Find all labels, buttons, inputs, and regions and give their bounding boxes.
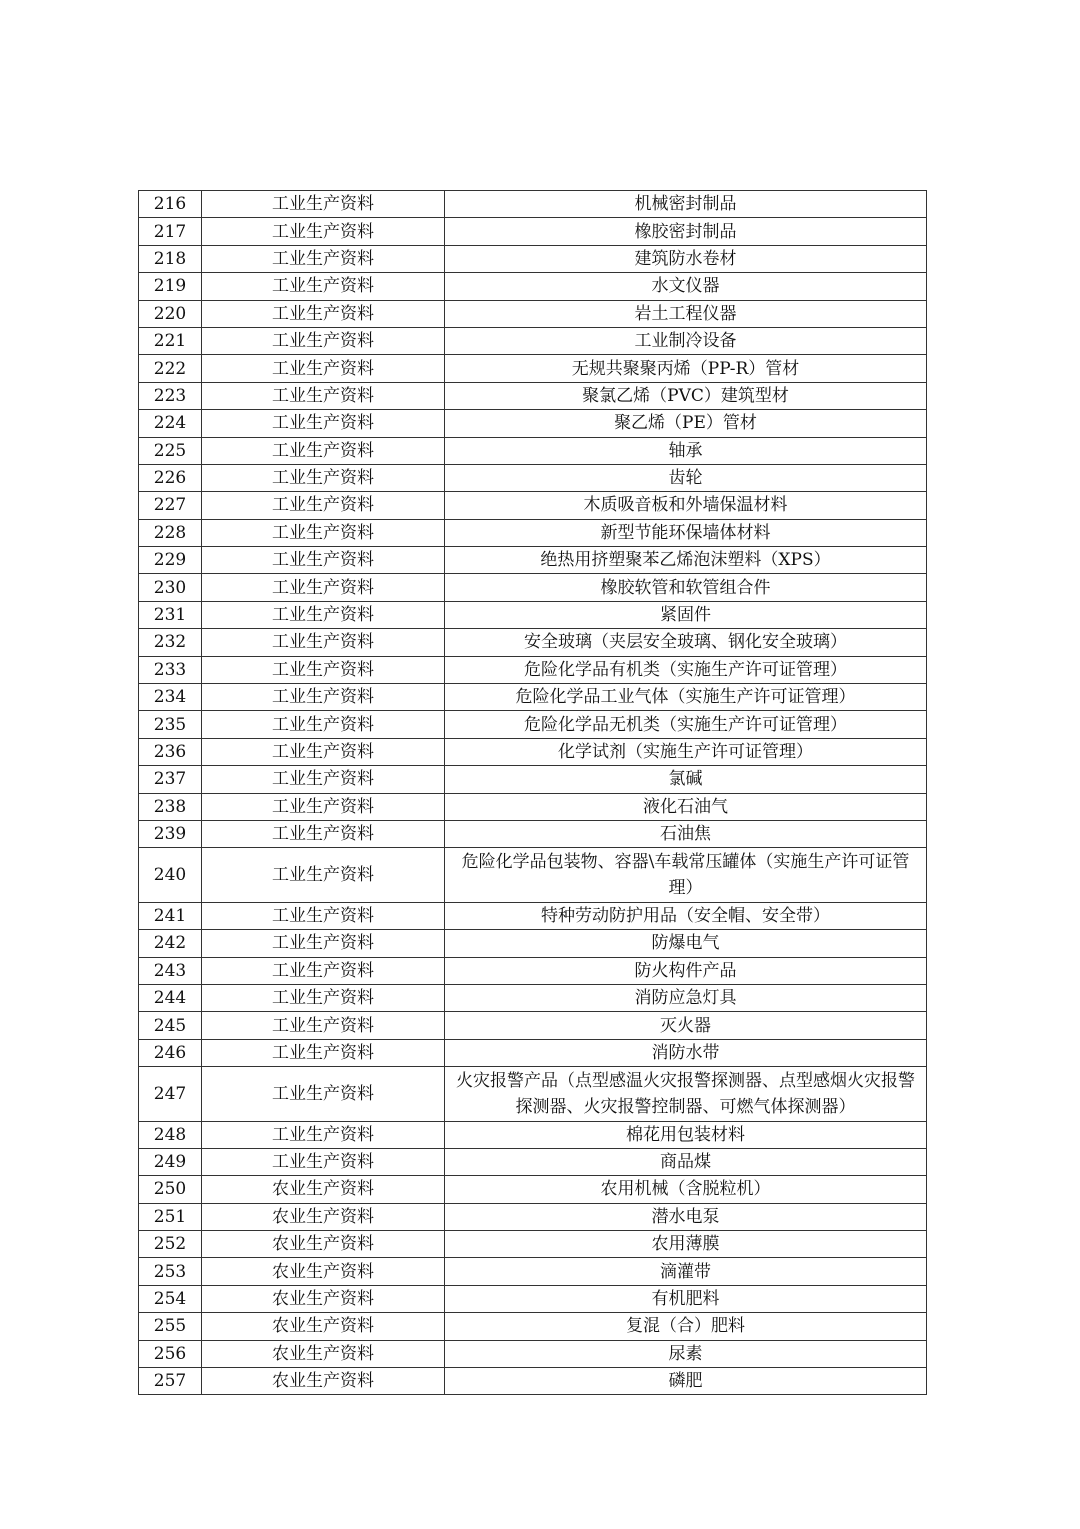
row-number-cell: 216 [139, 191, 202, 218]
product-name-cell: 消防水带 [445, 1039, 927, 1066]
category-cell: 工业生产资料 [202, 273, 445, 300]
product-name-cell: 齿轮 [445, 464, 927, 491]
row-number-cell: 240 [139, 848, 202, 902]
row-number-cell: 241 [139, 902, 202, 929]
table-row [139, 848, 927, 902]
row-number-cell: 229 [139, 547, 202, 574]
category-cell: 工业生产资料 [202, 1039, 445, 1066]
product-name-cell: 聚乙烯（PE）管材 [445, 410, 927, 437]
product-name-cell: 特种劳动防护用品（安全帽、安全带） [445, 902, 927, 929]
table-row [139, 218, 927, 245]
category-cell: 工业生产资料 [202, 410, 445, 437]
product-name-cell: 尿素 [445, 1340, 927, 1367]
product-name-cell: 棉花用包装材料 [445, 1121, 927, 1148]
product-name-cell: 木质吸音板和外墙保温材料 [445, 492, 927, 519]
row-number-cell: 251 [139, 1203, 202, 1230]
row-number-cell: 233 [139, 656, 202, 683]
category-cell: 农业生产资料 [202, 1176, 445, 1203]
category-cell: 农业生产资料 [202, 1340, 445, 1367]
category-cell: 工业生产资料 [202, 820, 445, 847]
category-cell: 工业生产资料 [202, 1012, 445, 1039]
category-cell: 农业生产资料 [202, 1368, 445, 1395]
row-number-cell: 247 [139, 1067, 202, 1121]
table-row [139, 410, 927, 437]
product-name-cell: 商品煤 [445, 1148, 927, 1175]
row-number-cell: 222 [139, 355, 202, 382]
table-row [139, 1285, 927, 1312]
row-number-cell: 223 [139, 382, 202, 409]
table-row [139, 1368, 927, 1395]
product-name-cell: 岩土工程仪器 [445, 300, 927, 327]
table-row [139, 1231, 927, 1258]
category-cell: 工业生产资料 [202, 1121, 445, 1148]
category-cell: 工业生产资料 [202, 793, 445, 820]
category-cell: 工业生产资料 [202, 1148, 445, 1175]
product-name-cell: 有机肥料 [445, 1285, 927, 1312]
table-row [139, 327, 927, 354]
row-number-cell: 227 [139, 492, 202, 519]
category-cell: 工业生产资料 [202, 327, 445, 354]
row-number-cell: 236 [139, 738, 202, 765]
product-name-cell: 石油焦 [445, 820, 927, 847]
product-name-cell: 建筑防水卷材 [445, 245, 927, 272]
category-cell: 工业生产资料 [202, 492, 445, 519]
product-name-cell: 复混（合）肥料 [445, 1313, 927, 1340]
category-cell: 工业生产资料 [202, 848, 445, 902]
category-cell: 工业生产资料 [202, 738, 445, 765]
table-row [139, 766, 927, 793]
category-cell: 工业生产资料 [202, 766, 445, 793]
product-name-cell: 工业制冷设备 [445, 327, 927, 354]
row-number-cell: 237 [139, 766, 202, 793]
row-number-cell: 217 [139, 218, 202, 245]
table-row [139, 1203, 927, 1230]
category-cell: 农业生产资料 [202, 1203, 445, 1230]
table-row [139, 355, 927, 382]
row-number-cell: 231 [139, 601, 202, 628]
product-name-cell: 氯碱 [445, 766, 927, 793]
row-number-cell: 256 [139, 1340, 202, 1367]
product-name-cell: 危险化学品包装物、容器\车载常压罐体（实施生产许可证管理） [445, 848, 927, 902]
row-number-cell: 219 [139, 273, 202, 300]
row-number-cell: 249 [139, 1148, 202, 1175]
category-cell: 农业生产资料 [202, 1258, 445, 1285]
table-row [139, 820, 927, 847]
row-number-cell: 243 [139, 957, 202, 984]
table-row [139, 1258, 927, 1285]
row-number-cell: 255 [139, 1313, 202, 1340]
product-name-cell: 滴灌带 [445, 1258, 927, 1285]
row-number-cell: 228 [139, 519, 202, 546]
row-number-cell: 225 [139, 437, 202, 464]
row-number-cell: 232 [139, 629, 202, 656]
product-name-cell: 新型节能环保墙体材料 [445, 519, 927, 546]
category-cell: 工业生产资料 [202, 245, 445, 272]
product-name-cell: 液化石油气 [445, 793, 927, 820]
category-cell: 工业生产资料 [202, 437, 445, 464]
category-cell: 工业生产资料 [202, 300, 445, 327]
product-name-cell: 紧固件 [445, 601, 927, 628]
category-cell: 工业生产资料 [202, 601, 445, 628]
category-cell: 工业生产资料 [202, 464, 445, 491]
row-number-cell: 218 [139, 245, 202, 272]
product-name-cell: 橡胶软管和软管组合件 [445, 574, 927, 601]
table-row [139, 245, 927, 272]
table-row [139, 1039, 927, 1066]
category-cell: 工业生产资料 [202, 711, 445, 738]
product-name-cell: 防爆电气 [445, 930, 927, 957]
product-name-cell: 无规共聚聚丙烯（PP-R）管材 [445, 355, 927, 382]
product-name-cell: 消防应急灯具 [445, 984, 927, 1011]
table-row [139, 930, 927, 957]
category-cell: 工业生产资料 [202, 684, 445, 711]
table-row [139, 902, 927, 929]
category-cell: 农业生产资料 [202, 1231, 445, 1258]
product-name-cell: 危险化学品工业气体（实施生产许可证管理） [445, 684, 927, 711]
product-name-cell: 危险化学品无机类（实施生产许可证管理） [445, 711, 927, 738]
product-name-cell: 灭火器 [445, 1012, 927, 1039]
table-row [139, 738, 927, 765]
category-cell: 工业生产资料 [202, 574, 445, 601]
category-cell: 工业生产资料 [202, 191, 445, 218]
table-row [139, 273, 927, 300]
category-cell: 工业生产资料 [202, 1067, 445, 1121]
table-row [139, 1176, 927, 1203]
category-cell: 工业生产资料 [202, 930, 445, 957]
row-number-cell: 246 [139, 1039, 202, 1066]
category-cell: 农业生产资料 [202, 1285, 445, 1312]
row-number-cell: 238 [139, 793, 202, 820]
product-name-cell: 农用薄膜 [445, 1231, 927, 1258]
table-row [139, 601, 927, 628]
category-cell: 工业生产资料 [202, 218, 445, 245]
category-cell: 农业生产资料 [202, 1313, 445, 1340]
row-number-cell: 221 [139, 327, 202, 354]
product-name-cell: 危险化学品有机类（实施生产许可证管理） [445, 656, 927, 683]
category-cell: 工业生产资料 [202, 519, 445, 546]
product-name-cell: 绝热用挤塑聚苯乙烯泡沫塑料（XPS） [445, 547, 927, 574]
product-name-cell: 轴承 [445, 437, 927, 464]
product-name-cell: 防火构件产品 [445, 957, 927, 984]
table-row [139, 1148, 927, 1175]
product-name-cell: 磷肥 [445, 1368, 927, 1395]
category-cell: 工业生产资料 [202, 629, 445, 656]
row-number-cell: 257 [139, 1368, 202, 1395]
table-row [139, 574, 927, 601]
table-row [139, 437, 927, 464]
category-cell: 工业生产资料 [202, 957, 445, 984]
product-name-cell: 安全玻璃（夹层安全玻璃、钢化安全玻璃） [445, 629, 927, 656]
product-name-cell: 农用机械（含脱粒机） [445, 1176, 927, 1203]
table-body [139, 191, 927, 1395]
table-row [139, 793, 927, 820]
table-row [139, 1340, 927, 1367]
table-row [139, 1012, 927, 1039]
row-number-cell: 254 [139, 1285, 202, 1312]
row-number-cell: 235 [139, 711, 202, 738]
table-row [139, 629, 927, 656]
category-cell: 工业生产资料 [202, 984, 445, 1011]
row-number-cell: 248 [139, 1121, 202, 1148]
row-number-cell: 253 [139, 1258, 202, 1285]
table-row [139, 1121, 927, 1148]
table-row [139, 300, 927, 327]
table-row [139, 656, 927, 683]
table-row [139, 1067, 927, 1121]
row-number-cell: 239 [139, 820, 202, 847]
product-name-cell: 水文仪器 [445, 273, 927, 300]
category-cell: 工业生产资料 [202, 902, 445, 929]
table-row [139, 382, 927, 409]
row-number-cell: 252 [139, 1231, 202, 1258]
table-row [139, 547, 927, 574]
product-name-cell: 化学试剂（实施生产许可证管理） [445, 738, 927, 765]
row-number-cell: 245 [139, 1012, 202, 1039]
table-row [139, 711, 927, 738]
product-name-cell: 聚氯乙烯（PVC）建筑型材 [445, 382, 927, 409]
product-name-cell: 潜水电泵 [445, 1203, 927, 1230]
category-cell: 工业生产资料 [202, 547, 445, 574]
product-catalog-table [138, 190, 927, 1395]
product-name-cell: 机械密封制品 [445, 191, 927, 218]
table-row [139, 519, 927, 546]
row-number-cell: 250 [139, 1176, 202, 1203]
product-name-cell: 橡胶密封制品 [445, 218, 927, 245]
row-number-cell: 242 [139, 930, 202, 957]
category-cell: 工业生产资料 [202, 656, 445, 683]
row-number-cell: 220 [139, 300, 202, 327]
table-row [139, 464, 927, 491]
table-row [139, 684, 927, 711]
table-row [139, 984, 927, 1011]
row-number-cell: 226 [139, 464, 202, 491]
row-number-cell: 230 [139, 574, 202, 601]
product-name-cell: 火灾报警产品（点型感温火灾报警探测器、点型感烟火灾报警探测器、火灾报警控制器、可燃气体探测器） [445, 1067, 927, 1121]
row-number-cell: 234 [139, 684, 202, 711]
table-row [139, 1313, 927, 1340]
category-cell: 工业生产资料 [202, 382, 445, 409]
table-row [139, 492, 927, 519]
row-number-cell: 244 [139, 984, 202, 1011]
table-row [139, 191, 927, 218]
table-row [139, 957, 927, 984]
row-number-cell: 224 [139, 410, 202, 437]
category-cell: 工业生产资料 [202, 355, 445, 382]
